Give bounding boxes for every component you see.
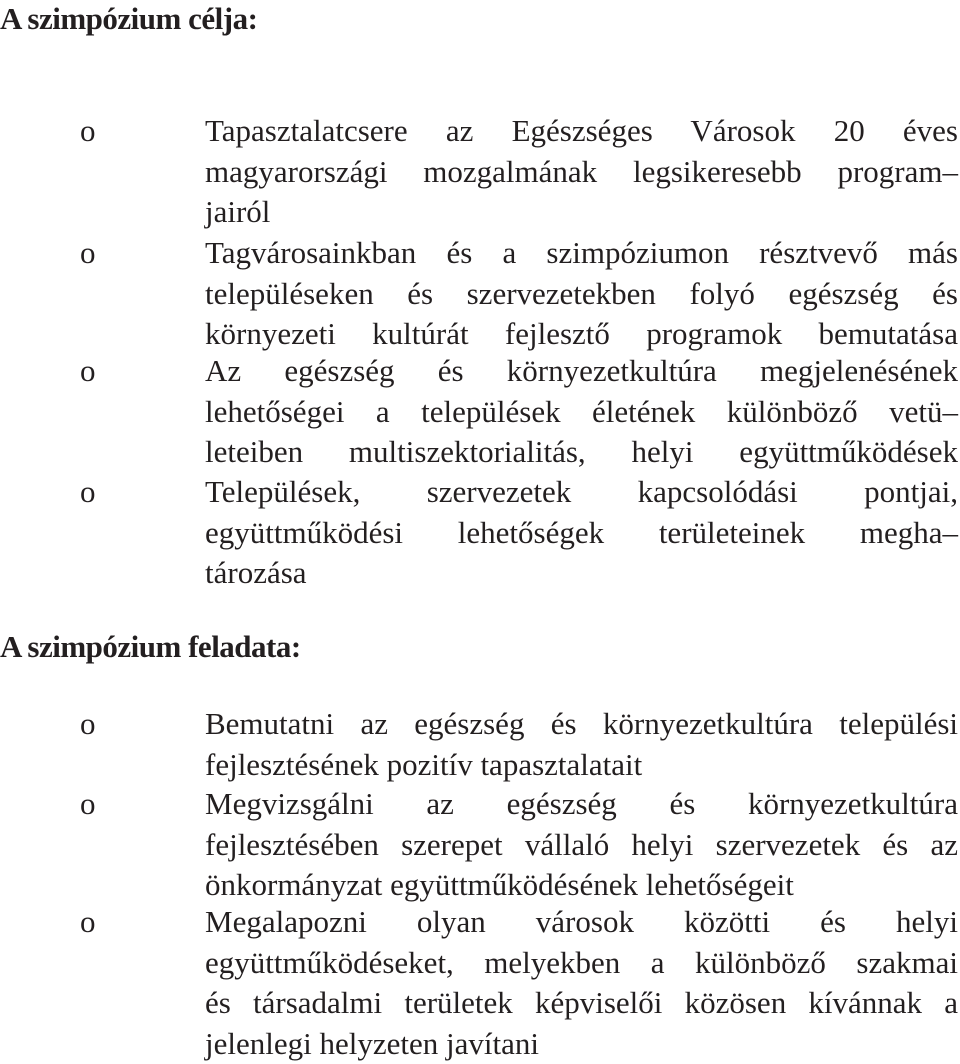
- bullet-marker: o: [80, 351, 96, 392]
- text-line: Megalapozni olyan városok közötti és helyi: [205, 902, 958, 943]
- bullet-marker: o: [80, 472, 96, 513]
- item-text: [205, 784, 958, 906]
- bullet-marker: o: [80, 233, 96, 274]
- bullet-marker: o: [80, 111, 96, 152]
- item-text: [205, 902, 958, 1064]
- text-line: önkormányzat együttműködésének lehetőségeit: [205, 865, 958, 906]
- text-line: jelenlegi helyzeten javítani: [205, 1024, 958, 1064]
- section-title-celja: A szimpózium célja:: [0, 3, 257, 34]
- text-line: Megvizsgálni az egészség és környezetkultúra: [205, 784, 958, 825]
- text-line: együttműködési lehetőségek területeinek megha–: [205, 513, 958, 554]
- item-text: [205, 704, 958, 785]
- text-line: településeken és szervezetekben folyó egészség és: [205, 274, 958, 315]
- text-line: és társadalmi területek képviselői közösen kívánnak a: [205, 983, 958, 1024]
- text-line: környezeti kultúrát fejlesztő programok bemutatása: [205, 314, 958, 355]
- text-line: fejlesztésében szerepet vállaló helyi szervezetek és az: [205, 825, 958, 866]
- text-line: lehetőségei a települések életének különböző vetü–: [205, 392, 958, 433]
- text-line: Települések, szervezetek kapcsolódási pontjai,: [205, 472, 958, 513]
- text-line: Tapasztalatcsere az Egészséges Városok 20 éves: [205, 111, 958, 152]
- text-line: fejlesztésének pozitív tapasztalatait: [205, 745, 958, 786]
- text-line: Tagvárosainkban és a szimpóziumon résztvevő más: [205, 233, 958, 274]
- bullet-marker: o: [80, 902, 96, 943]
- bullet-marker: o: [80, 784, 96, 825]
- item-text: [205, 351, 958, 473]
- text-line: jairól: [205, 192, 958, 233]
- text-line: együttműködéseket, melyekben a különböző szakmai: [205, 943, 958, 984]
- text-line: Az egészség és környezetkultúra megjelenésének: [205, 351, 958, 392]
- item-text: [205, 233, 958, 355]
- section-title-feladata: A szimpózium feladata:: [0, 631, 301, 662]
- item-text: [205, 111, 958, 233]
- text-line: leteiben multiszektorialitás, helyi együttműködések: [205, 432, 958, 473]
- text-line: magyarországi mozgalmának legsikeresebb program–: [205, 152, 958, 193]
- text-line: tározása: [205, 553, 958, 594]
- bullet-marker: o: [80, 704, 96, 745]
- text-line: Bemutatni az egészség és környezetkultúra települési: [205, 704, 958, 745]
- item-text: [205, 472, 958, 594]
